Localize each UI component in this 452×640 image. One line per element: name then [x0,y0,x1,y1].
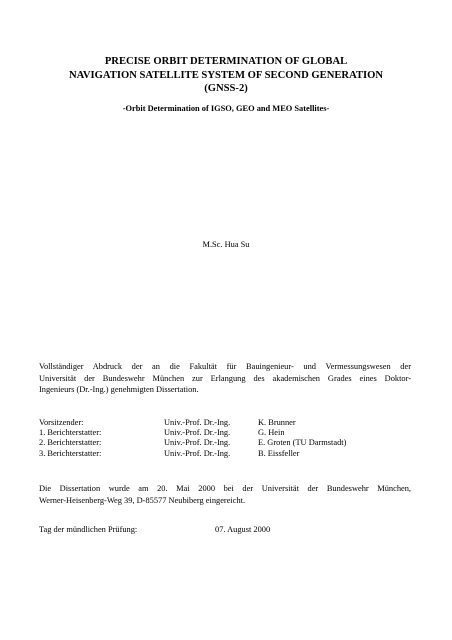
committee-list [39,418,411,459]
committee-name: G. Hein [258,428,285,438]
statement-line-2: Universität der Bundeswehr München zur Erlangung des akademischen Grades eines Doktor- [39,373,411,383]
committee-name: B. Eissfeller [258,448,300,458]
submission-line-2: Werner-Heisenberg-Weg 39, D-85577 Neubiberg eingereicht. [39,495,246,505]
document-title [40,55,412,96]
exam-date-value: 07. August 2000 [215,525,271,534]
committee-row [39,428,411,438]
committee-role: Vorsitzender: [39,418,84,427]
committee-name: E. Groten (TU Darmstadt) [258,438,347,448]
committee-name: K. Brunner [258,418,296,427]
committee-title: Univ.-Prof. Dr.-Ing. [164,438,231,448]
dissertation-statement [39,361,411,396]
title-line-1: PRECISE ORBIT DETERMINATION OF GLOBAL [104,56,348,67]
submission-statement [39,483,411,506]
committee-row [39,449,411,459]
committee-title: Univ.-Prof. Dr.-Ing. [164,448,231,458]
committee-row [39,418,411,428]
document-subtitle: -Orbit Determination of IGSO, GEO and MEO Satellites- [122,104,330,113]
statement-line-3: Ingenieurs (Dr.-Ing.) genehmigten Dissertation. [39,385,199,394]
committee-role: 1. Berichterstatter: [39,428,102,438]
title-line-2: NAVIGATION SATELLITE SYSTEM OF SECOND GENERATION [68,69,384,81]
title-line-3: (GNSS-2) [204,83,248,94]
committee-role: 3. Berichterstatter: [39,448,102,458]
statement-line-1: Vollständiger Abdruck der an die Fakultät für Bauingenieur- und Vermessungswesen der [39,362,411,371]
committee-title: Univ.-Prof. Dr.-Ing. [164,428,231,438]
committee-role: 2. Berichterstatter: [39,438,102,448]
author-name: M.Sc. Hua Su [202,240,250,249]
exam-date-label: Tag der mündlichen Prüfung: [39,525,138,534]
submission-line-1: Die Dissertation wurde am 20. Mai 2000 bei der Universität der Bundeswehr München, [39,484,411,493]
committee-title: Univ.-Prof. Dr.-Ing. [164,418,231,427]
committee-row [39,438,411,448]
